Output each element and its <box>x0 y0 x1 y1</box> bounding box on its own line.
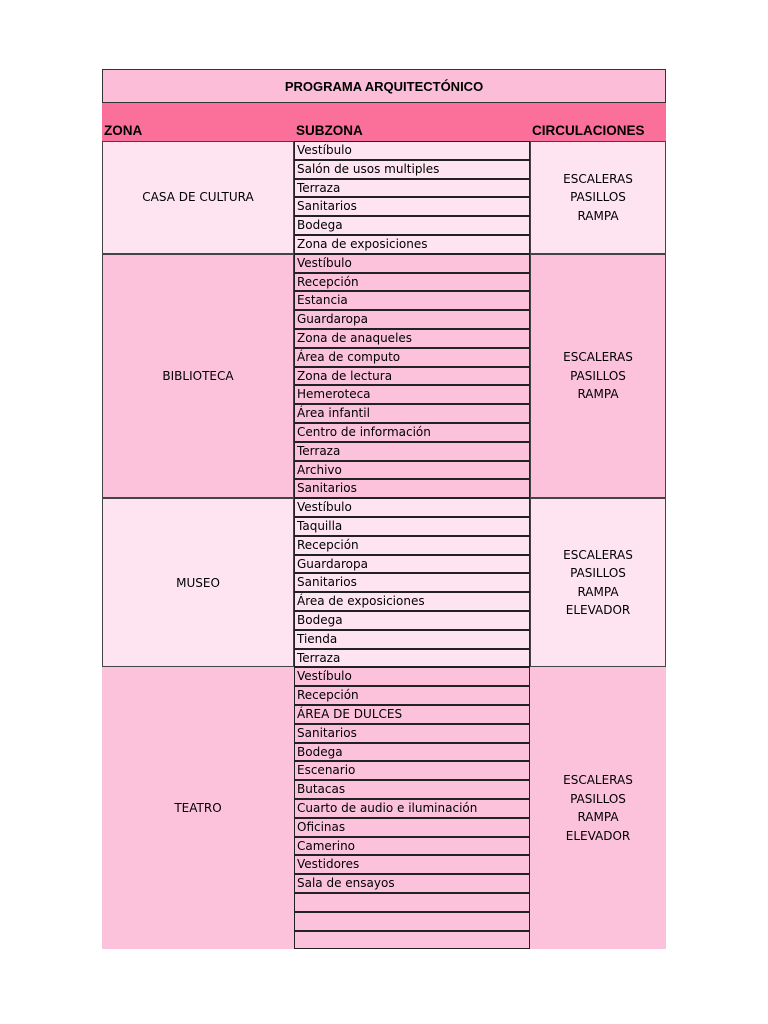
circulacion-item: PASILLOS <box>570 190 626 205</box>
subzona-row: Vestidores <box>294 855 530 874</box>
subzona-row: Bodega <box>294 743 530 762</box>
circulacion-item: ESCALERAS <box>563 171 633 186</box>
circulacion-item: RAMPA <box>577 208 619 223</box>
subzona-row: Guardaropa <box>294 310 530 329</box>
subzona-row: Guardaropa <box>294 555 530 574</box>
subzona-row: Terraza <box>294 179 530 198</box>
subzona-row: Sanitarios <box>294 724 530 743</box>
subzona-row: Bodega <box>294 611 530 630</box>
subzona-row: Salón de usos multiples <box>294 160 530 179</box>
header-zona: ZONA <box>102 103 294 141</box>
subzona-row: Butacas <box>294 780 530 799</box>
subzona-row <box>294 912 530 931</box>
subzona-row: Sala de ensayos <box>294 874 530 893</box>
circulacion-item: RAMPA <box>577 584 619 599</box>
circulacion-item: ESCALERAS <box>563 773 633 788</box>
header-subzona: SUBZONA <box>294 103 530 141</box>
subzona-row: Zona de anaqueles <box>294 329 530 348</box>
circulacion-item: PASILLOS <box>570 791 626 806</box>
subzona-row: Camerino <box>294 837 530 856</box>
zone-cell <box>102 498 294 667</box>
zone-cell <box>102 667 294 949</box>
subzona-row: Recepción <box>294 273 530 292</box>
circulacion-item: ELEVADOR <box>565 828 631 843</box>
subzona-row: Oficinas <box>294 818 530 837</box>
subzona-row: Tienda <box>294 630 530 649</box>
subzona-row <box>294 931 530 950</box>
circulaciones-cell <box>530 141 666 254</box>
circulaciones-cell <box>530 667 666 949</box>
subzona-row: Sanitarios <box>294 197 530 216</box>
subzona-row: Vestíbulo <box>294 667 530 686</box>
subzona-row: Cuarto de audio e iluminación <box>294 799 530 818</box>
circulacion-item: PASILLOS <box>570 566 626 581</box>
circulacion-item: RAMPA <box>577 810 619 825</box>
subzona-row: Bodega <box>294 216 530 235</box>
subzona-row: Sanitarios <box>294 479 530 498</box>
subzona-row: Vestíbulo <box>294 254 530 273</box>
circulacion-item: ESCALERAS <box>563 350 633 365</box>
table-title: PROGRAMA ARQUITECTÓNICO <box>102 69 666 103</box>
subzona-row: Área infantil <box>294 404 530 423</box>
subzona-row: Taquilla <box>294 517 530 536</box>
zone-name: MUSEO <box>176 575 220 590</box>
zone-name: CASA DE CULTURA <box>142 190 254 205</box>
subzona-row: Escenario <box>294 761 530 780</box>
header-circulaciones: CIRCULACIONES <box>530 103 666 141</box>
zone-cell <box>102 254 294 498</box>
subzona-row: Área de exposiciones <box>294 592 530 611</box>
circulaciones-cell <box>530 254 666 498</box>
zone-name: BIBLIOTECA <box>162 368 234 383</box>
circulacion-item: RAMPA <box>577 387 619 402</box>
subzona-row: Área de computo <box>294 348 530 367</box>
subzona-row: Recepción <box>294 686 530 705</box>
zone-name: TEATRO <box>174 801 222 816</box>
program-table <box>102 69 666 948</box>
circulacion-item: ELEVADOR <box>565 603 631 618</box>
subzona-row <box>294 893 530 912</box>
subzona-row: Terraza <box>294 649 530 668</box>
subzona-row: Vestíbulo <box>294 141 530 160</box>
subzona-row: Recepción <box>294 536 530 555</box>
subzona-row: Terraza <box>294 442 530 461</box>
circulacion-item: ESCALERAS <box>563 547 633 562</box>
subzona-row: Centro de información <box>294 423 530 442</box>
subzona-row: Zona de lectura <box>294 367 530 386</box>
circulaciones-cell <box>530 498 666 667</box>
circulacion-item: PASILLOS <box>570 368 626 383</box>
zone-cell <box>102 141 294 254</box>
subzona-row: Hemeroteca <box>294 385 530 404</box>
subzona-row: Sanitarios <box>294 573 530 592</box>
subzona-row: Vestíbulo <box>294 498 530 517</box>
subzona-row: Estancia <box>294 291 530 310</box>
subzona-row: Zona de exposiciones <box>294 235 530 254</box>
subzona-row: ÁREA DE DULCES <box>294 705 530 724</box>
subzona-row: Archivo <box>294 461 530 480</box>
